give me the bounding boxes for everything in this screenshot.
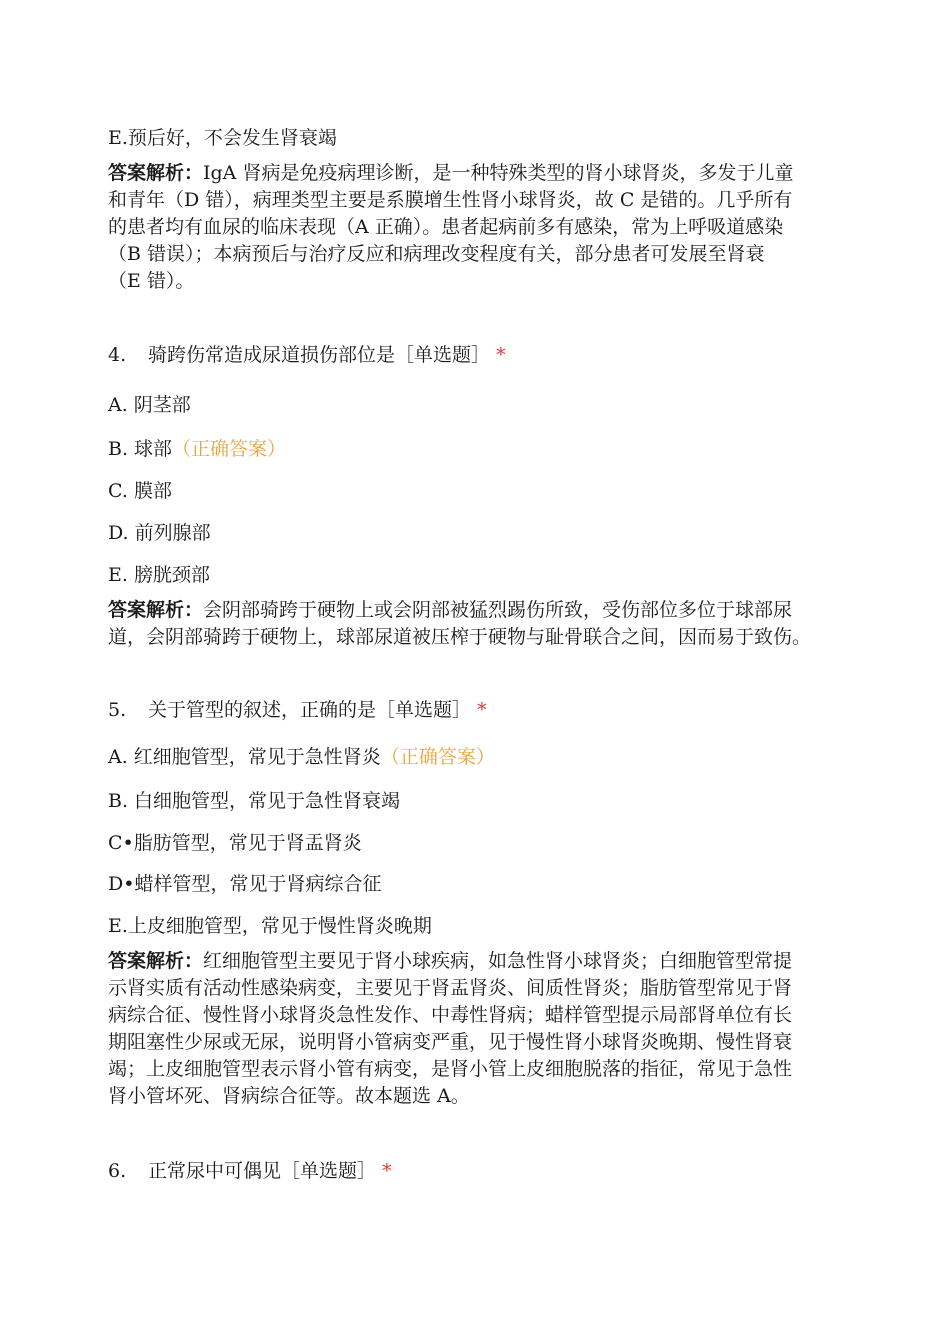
option-text: B. 球部 [108,438,173,460]
q5-option-d[interactable]: D•蜡样管型，常见于肾病综合征 [108,873,382,895]
q4-option-a[interactable]: A. 阴茎部 [108,394,191,416]
analysis-text-line: IgA 肾病是免疫病理诊断，是一种特殊类型的肾小球肾炎，多发于儿童 [203,162,794,184]
analysis-text-line: 病综合征、慢性肾小球肾炎急性发作、中毒性肾病；蜡样管型提示局部肾单位有长 [108,1004,793,1026]
question-number: 6. [108,1160,127,1182]
analysis-label: 答案解析： [108,950,204,972]
q3-analysis [108,160,848,295]
question-number: 4. [108,344,127,366]
q5-option-a[interactable] [108,745,495,769]
q4-option-e[interactable]: E. 膀胱颈部 [108,564,210,586]
analysis-text-line: 和青年（D 错），病理类型主要是系膜增生性肾小球肾炎，故 C 是错的。几乎所有 [108,189,793,211]
q4-option-c[interactable]: C. 膜部 [108,480,172,502]
q5-option-e[interactable]: E.上皮细胞管型，常见于慢性肾炎晚期 [108,915,432,937]
analysis-text-line: 竭；上皮细胞管型表示肾小管有病变，是肾小管上皮细胞脱落的指征，常见于急性 [108,1058,793,1080]
analysis-text-line: 期阻塞性少尿或无尿，说明肾小管病变严重，见于慢性肾小球肾炎晚期、慢性肾衰 [108,1031,793,1053]
q6-title [108,1159,392,1183]
correct-answer-tag: （正确答案） [380,746,495,768]
analysis-text-line: 道，会阴部骑跨于硬物上，球部尿道被压榨于硬物与耻骨联合之间，因而易于致伤。 [108,626,812,648]
question-text: 正常尿中可偶见［单选题］ [148,1160,377,1182]
analysis-text-line: 的患者均有血尿的临床表现（A 正确）。患者起病前多有感染，常为上呼吸道感染 [108,216,784,238]
q5-option-b[interactable]: B. 白细胞管型，常见于急性肾衰竭 [108,790,401,812]
q3-option-e: E.预后好，不会发生肾衰竭 [108,127,337,149]
q5-title [108,698,487,722]
analysis-label: 答案解析： [108,599,204,621]
required-mark: * [477,699,487,721]
analysis-text-line: 红细胞管型主要见于肾小球疾病，如急性肾小球肾炎；白细胞管型常提 [203,950,793,972]
correct-answer-tag: （正确答案） [172,438,287,460]
q4-option-b[interactable] [108,437,286,461]
analysis-text-line: （B 错误）；本病预后与治疗反应和病理改变程度有关，部分患者可发展至肾衰 [108,243,765,265]
q5-option-c[interactable]: C•脂肪管型，常见于肾盂肾炎 [108,832,362,854]
analysis-text-line: 肾小管坏死、肾病综合征等。故本题选 A。 [108,1085,470,1107]
required-mark: * [382,1160,392,1182]
question-text: 骑跨伤常造成尿道损伤部位是［单选题］ [148,344,491,366]
q4-analysis [108,597,848,651]
required-mark: * [496,344,506,366]
option-text: A. 红细胞管型，常见于急性肾炎 [108,746,381,768]
analysis-text-line: 会阴部骑跨于硬物上或会阴部被猛烈踢伤所致，受伤部位多位于球部尿 [203,599,793,621]
q4-title [108,343,506,367]
analysis-text-line: 示肾实质有活动性感染病变，主要见于肾盂肾炎、间质性肾炎；脂肪管型常见于肾 [108,977,793,999]
analysis-label: 答案解析： [108,162,204,184]
question-text: 关于管型的叙述，正确的是［单选题］ [148,699,472,721]
analysis-text-line: （E 错）。 [108,270,195,292]
q4-option-d[interactable]: D. 前列腺部 [108,522,211,544]
question-number: 5. [108,699,127,721]
q5-analysis [108,948,848,1110]
